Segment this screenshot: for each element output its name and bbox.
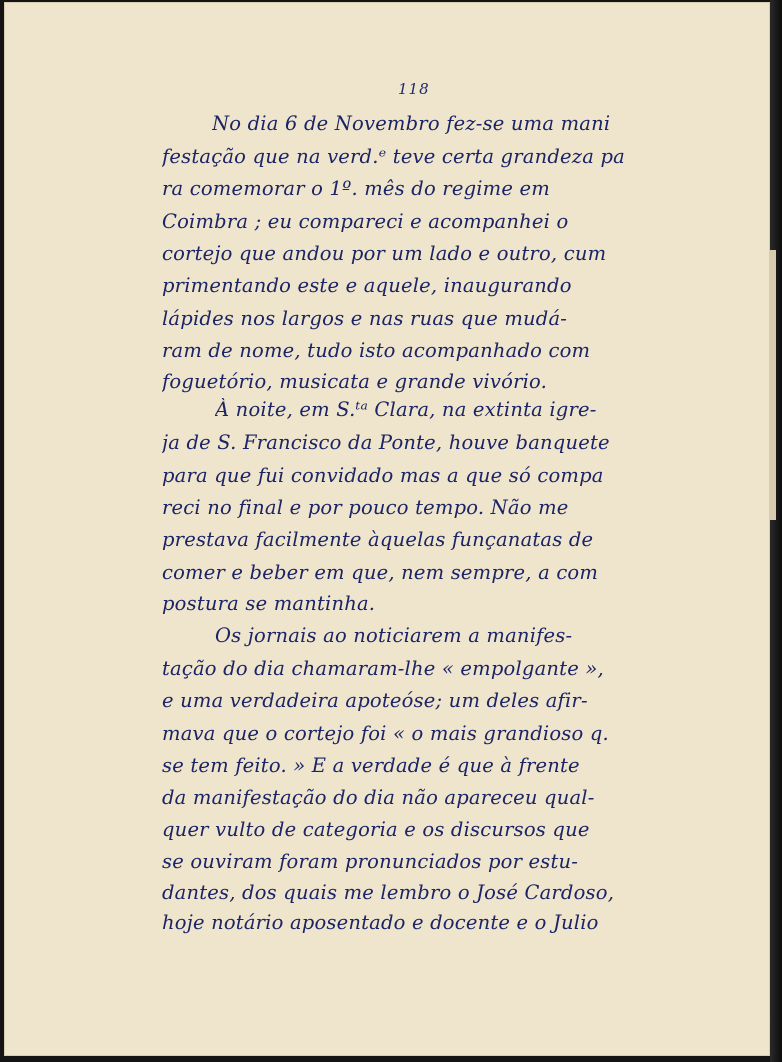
text-line: ja de S. Francisco da Ponte, houve banquete: [162, 431, 610, 454]
text-line: reci no final e por pouco tempo. Não me: [162, 496, 569, 519]
text-line: hoje notário aposentado e docente e o Julio: [162, 911, 599, 934]
text-line: foguetório, musicata e grande vivório.: [162, 370, 548, 393]
text-line: se ouviram foram pronunciados por estu-: [162, 850, 579, 873]
text-line: festação que na verd.ᵉ teve certa grandeza pa: [162, 145, 625, 168]
text-line: postura se mantinha.: [162, 592, 376, 615]
text-line: À noite, em S.ᵗᵃ Clara, na extinta igre-: [215, 398, 597, 421]
text-line: quer vulto de categoria e os discursos que: [162, 818, 590, 841]
text-line: dantes, dos quais me lembro o José Cardoso,: [162, 881, 615, 904]
text-line: da manifestação do dia não apareceu qual-: [162, 786, 595, 809]
text-line: ram de nome, tudo isto acompanhado com: [162, 339, 591, 362]
text-line: lápides nos largos e nas ruas que mudá-: [162, 307, 568, 330]
text-line: e uma verdadeira apoteóse; um deles afir-: [162, 689, 588, 712]
text-line: tação do dia chamaram-lhe « empolgante »,: [162, 657, 604, 680]
text-line: ra comemorar o 1º. mês do regime em: [162, 177, 550, 200]
text-line: se tem feito. » E a verdade é que à frente: [162, 754, 580, 777]
text-line: prestava facilmente àquelas funçanatas de: [162, 528, 594, 551]
page-number: 118: [398, 80, 430, 98]
text-line: primentando este e aquele, inaugurando: [162, 274, 572, 297]
text-line: para que fui convidado mas a que só compa: [162, 464, 604, 487]
text-line: Coimbra ; eu compareci e acompanhei o: [162, 210, 569, 233]
text-line: comer e beber em que, nem sempre, a com: [162, 561, 599, 584]
text-line: Os jornais ao noticiarem a manifes-: [215, 624, 573, 647]
text-line: mava que o cortejo foi « o mais grandioso q.: [162, 722, 609, 745]
text-line: No dia 6 de Novembro fez-se uma mani: [212, 112, 611, 135]
text-line: cortejo que andou por um lado e outro, cum: [162, 242, 607, 265]
